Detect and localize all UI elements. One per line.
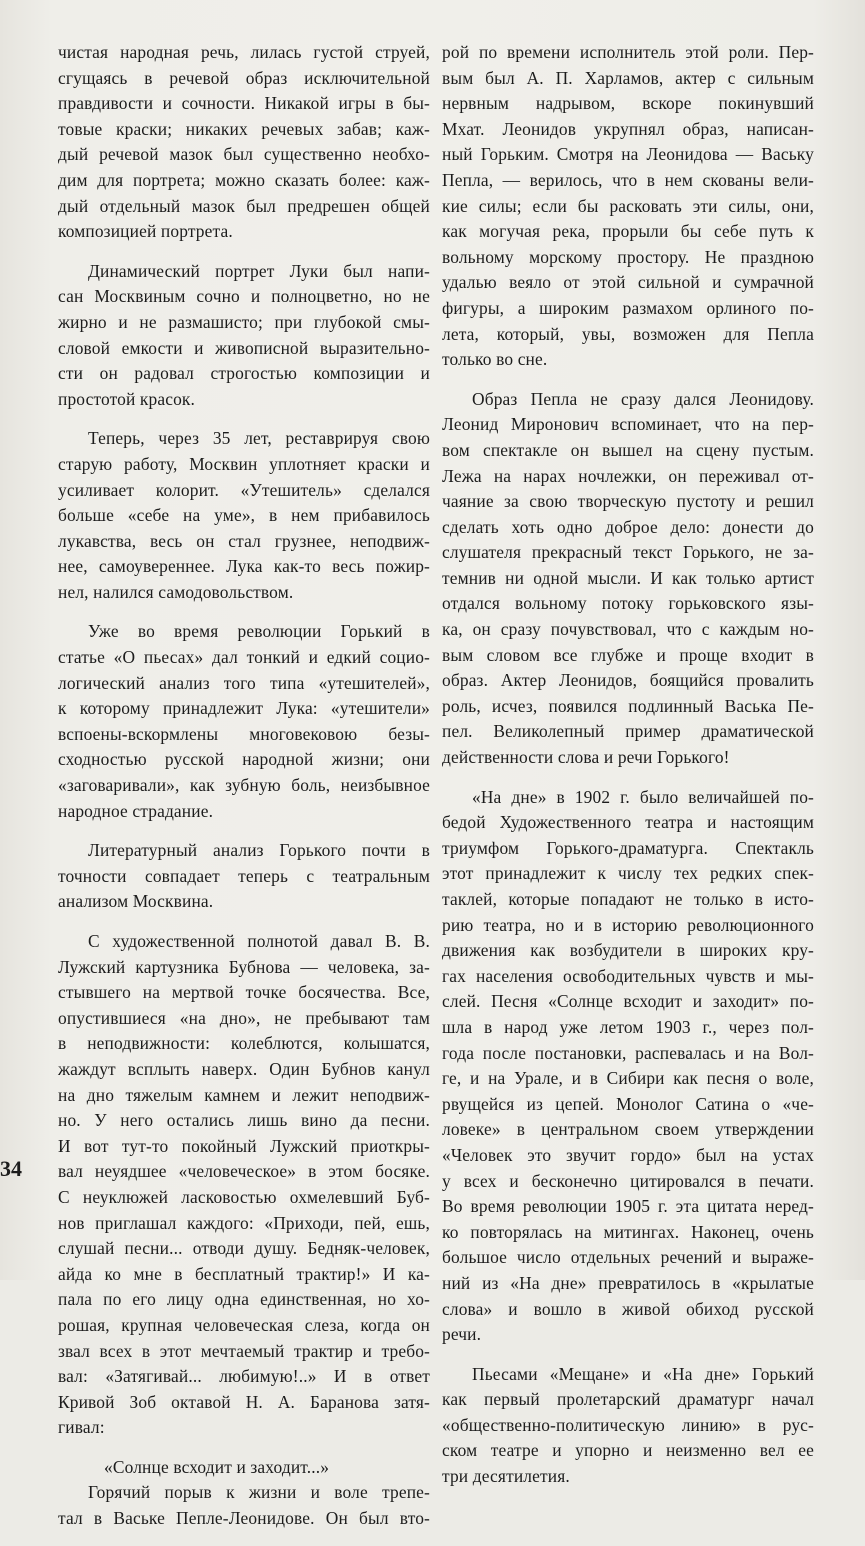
- text-line: сгущаясь в речевой образ исключительной: [58, 67, 430, 88]
- text-line: действенности слова и речи Горького!: [442, 747, 730, 768]
- left-column: [58, 40, 430, 1546]
- text-line: народное страдание.: [58, 800, 214, 821]
- text-line: кие силы; если бы расковать эти силы, они,: [442, 195, 814, 216]
- text-line: опустившиеся «на дно», не пребывают там: [58, 1007, 430, 1028]
- text-line: Леонид Миронович вспоминает, что на пер-: [442, 414, 814, 435]
- text-line: нее, самоувереннее. Лука как-то весь пожир-: [58, 556, 430, 577]
- text-line: айда ко мне в бесплатный трактир!» И ка-: [58, 1263, 430, 1284]
- text-line: Уже во время революции Горький в: [88, 621, 430, 642]
- text-line: Образ Пепла не сразу дался Леонидову.: [472, 388, 814, 409]
- text-line: роль, исчез, появился подлинный Васька Пе-: [442, 695, 814, 716]
- text-line: ный Горьким. Смотря на Леонидова — Ваську: [442, 144, 814, 165]
- text-line: Во время революции 1905 г. эта цитата неред-: [442, 1196, 814, 1217]
- text-line: года после постановки, распевалась и на Вол-: [442, 1042, 814, 1063]
- text-line: но. У него остались лишь вино да песни.: [58, 1110, 430, 1131]
- text-line: таклей, которые попадают не только в исто-: [442, 889, 814, 909]
- right-column: [442, 40, 814, 1504]
- text-line: слей. Песня «Солнце всходит и заходит» по-: [442, 991, 814, 1012]
- paragraph: [58, 838, 430, 915]
- text-line: рию театра, но и в историю революционного: [442, 914, 814, 935]
- text-line: пел. Великолепный пример драматической: [442, 721, 814, 742]
- text-line: три десятилетия.: [442, 1466, 570, 1487]
- text-line: правдивости и сочности. Никакой игры в бы-: [58, 93, 430, 114]
- paragraph: [442, 387, 814, 771]
- text-line: только во сне.: [442, 349, 548, 370]
- text-line: простотой красок.: [58, 388, 196, 409]
- text-line: Лежа на нарах ночлежки, он переживал от-: [442, 465, 814, 486]
- text-line: «На дне» в 1902 г. было величайшей по-: [472, 786, 814, 807]
- text-line: дый отдельный мазок был предрешен общей: [58, 195, 430, 216]
- text-line: композицией портрета.: [58, 221, 233, 242]
- text-line: Кривой Зоб октавой Н. А. Баранова затя-: [58, 1391, 430, 1412]
- text-line: сан Москвиным сочно и полноцветно, но не: [58, 286, 430, 307]
- text-line: вольному морскому простору. Не праздною: [442, 246, 814, 267]
- text-line: С художественной полнотой давал В. В.: [88, 931, 430, 951]
- paragraph: [58, 929, 430, 1441]
- text-line: товые краски; никаких речевых забав; каж-: [58, 118, 430, 139]
- text-line: отдался вольному потоку горьковского язы-: [442, 593, 814, 614]
- text-line: слушай песни... отводи душу. Бедняк-человек,: [58, 1238, 430, 1259]
- text-line: жаждут всплыть наверх. Один Бубнов канул: [58, 1058, 430, 1079]
- text-line: на дно тяжелым камнем и лежит неподвиж-: [58, 1084, 430, 1105]
- text-line: усиливает колорит. «Утешитель» сделался: [58, 479, 430, 500]
- text-line: слова» и вошло в живой обиход русской: [442, 1298, 814, 1319]
- text-line: Пьесами «Мещане» и «На дне» Горький: [472, 1363, 814, 1384]
- text-line: лукавства, весь он стал грузнее, неподвиж-: [58, 530, 430, 551]
- text-line: «общественно-политическую линию» в рус-: [442, 1414, 814, 1435]
- text-line: у всех и бесконечно цитировался в печати.: [442, 1170, 814, 1191]
- text-line: вал: «Затягивай... любимую!..» И в ответ: [58, 1366, 430, 1387]
- text-line: дый речевой мазок был существенно необхо-: [58, 144, 430, 165]
- paragraph: [442, 785, 814, 1348]
- text-line: этот принадлежит к числу тех редких спек-: [442, 863, 814, 884]
- text-line: звал всех в этот мечтаемый трактир и требо-: [58, 1340, 430, 1361]
- text-line: нов приглашал каждого: «Приходи, пей, ешь,: [58, 1212, 430, 1233]
- text-line: бедой Художественного театра и настоящим: [442, 812, 814, 833]
- text-line: чаяние за свою творческую пустоту и решил: [442, 491, 814, 512]
- text-line: к которому принадлежит Лука: «утешители»: [58, 698, 430, 719]
- text-line: рошая, крупная человеческая слеза, когда он: [58, 1314, 430, 1335]
- text-line: ко повторялась на митингах. Наконец, очень: [442, 1221, 814, 1242]
- paragraph: [58, 40, 430, 245]
- text-line: пала по его лицу одна единственная, но хо-: [58, 1289, 430, 1310]
- text-line: точности совпадает теперь с театральным: [58, 865, 430, 886]
- text-line: чистая народная речь, лилась густой струей,: [58, 42, 430, 62]
- song-verse: «Солнце всходит и заходит...»: [104, 1456, 330, 1477]
- text-line: вым был А. П. Харламов, актер с сильным: [442, 67, 814, 88]
- text-line: Динамический портрет Луки был напи-: [88, 260, 430, 281]
- text-line: удалью веяло от этой сильной и сумрачной: [442, 272, 814, 293]
- text-line: «заговаривали», как зубную боль, неизбывное: [58, 775, 430, 796]
- text-line: вым словом все глубже и проще входит в: [442, 644, 814, 665]
- text-line: анализом Москвина.: [58, 891, 214, 912]
- text-line: стывшего на мертвой точке босячества. Все,: [58, 982, 430, 1003]
- text-line: сделать хоть одно доброе дело: донести до: [442, 516, 814, 537]
- text-line: в неподвижности: колеблются, колышатся,: [58, 1033, 430, 1054]
- text-line: ловеке» в центральном своем утверждении: [442, 1119, 814, 1140]
- text-line: сходностью русской народной жизни; они: [58, 749, 430, 770]
- text-line: ний из «На дне» превратилось в «крылатые: [442, 1272, 814, 1293]
- text-line: тал в Ваське Пепле-Леонидове. Он был вто-: [58, 1508, 430, 1529]
- paragraph: [58, 619, 430, 824]
- text-line: жирно и не размашисто; при глубокой смы-: [58, 311, 430, 332]
- text-line: статье «О пьесах» дал тонкий и едкий социо-: [58, 647, 430, 668]
- text-line: движения как возбудители в широких кру-: [442, 940, 814, 961]
- text-line: как могучая река, прорыли бы себе путь к: [442, 221, 814, 242]
- text-line: Пепла, — верилось, что в нем скованы вели-: [442, 169, 814, 190]
- text-line: лета, который, увы, возможен для Пепла: [442, 323, 814, 344]
- text-line: «Человек это звучит гордо» был на устах: [442, 1144, 814, 1165]
- text-line: триумфом Горького-драматурга. Спектакль: [442, 837, 814, 858]
- text-line: фигуры, а широким размахом орлиного по-: [442, 297, 814, 318]
- text-line: С неуклюжей ласковостью охмелевший Буб-: [58, 1186, 430, 1207]
- text-line: гах населения освободительных чувств и мы-: [442, 965, 814, 986]
- text-line: гивал:: [58, 1417, 105, 1438]
- text-line: большое число отдельных речений и выраже-: [442, 1247, 814, 1268]
- text-line: И вот тут-то покойный Лужский приоткры-: [58, 1135, 430, 1156]
- text-line: больше «себе на уме», в нем прибавилось: [58, 505, 430, 526]
- text-line: Теперь, через 35 лет, реставрируя свою: [88, 428, 430, 449]
- text-line: вал неуядшее «человеческое» в этом босяке.: [58, 1161, 430, 1182]
- text-line: ском театре и упорно и неизменно вел ее: [442, 1440, 814, 1461]
- text-line: ка, он сразу почувствовал, что с каждым но-: [442, 619, 814, 640]
- text-line: темнив ни одной мысли. И как только артист: [442, 567, 814, 588]
- text-line: словой емкости и живописной выразительно-: [58, 337, 430, 358]
- paragraph: [442, 40, 814, 373]
- paragraph: [58, 426, 430, 605]
- text-line: речи.: [442, 1324, 482, 1345]
- page-number: 34: [0, 1156, 22, 1181]
- text-line: шла в народ уже летом 1903 г., через пол-: [442, 1016, 814, 1037]
- paragraph: [58, 259, 430, 413]
- text-line: вом спектакле он вышел на сцену пустым.: [442, 439, 814, 460]
- verse-block: [58, 1455, 430, 1481]
- text-line: вспоены-вскормлены многовековою безы-: [58, 723, 430, 744]
- text-line: дим для портрета; можно сказать более: каж-: [58, 169, 430, 190]
- text-line: слушателя прекрасный текст Горького, не за-: [442, 542, 814, 563]
- text-line: старую работу, Москвин уплотняет краски и: [58, 453, 430, 474]
- paragraph: [58, 1480, 430, 1531]
- text-line: рвущейся из цепей. Монолог Сатина о «че-: [442, 1093, 814, 1114]
- text-line: Горячий порыв к жизни и воле трепе-: [88, 1482, 430, 1503]
- text-line: ге, и на Урале, и в Сибири как песня о воле,: [442, 1068, 814, 1089]
- text-line: Лужский картузника Бубнова — человека, за-: [58, 956, 430, 977]
- text-line: Мхат. Леонидов укрупнял образ, написан-: [442, 118, 814, 139]
- text-line: нервным надрывом, вскоре покинувший: [442, 93, 814, 114]
- paragraph: [442, 1362, 814, 1490]
- text-line: Литературный анализ Горького почти в: [88, 840, 430, 861]
- text-line: нел, налился самодовольством.: [58, 581, 294, 602]
- text-line: логический анализ того типа «утешителей»,: [58, 672, 430, 693]
- text-line: рой по времени исполнитель этой роли. Пер-: [442, 42, 814, 62]
- text-line: образ. Актер Леонидов, боящийся провалить: [442, 670, 814, 691]
- text-line: как первый пролетарский драматург начал: [442, 1389, 814, 1410]
- text-line: сти он радовал строгостью композиции и: [58, 363, 430, 384]
